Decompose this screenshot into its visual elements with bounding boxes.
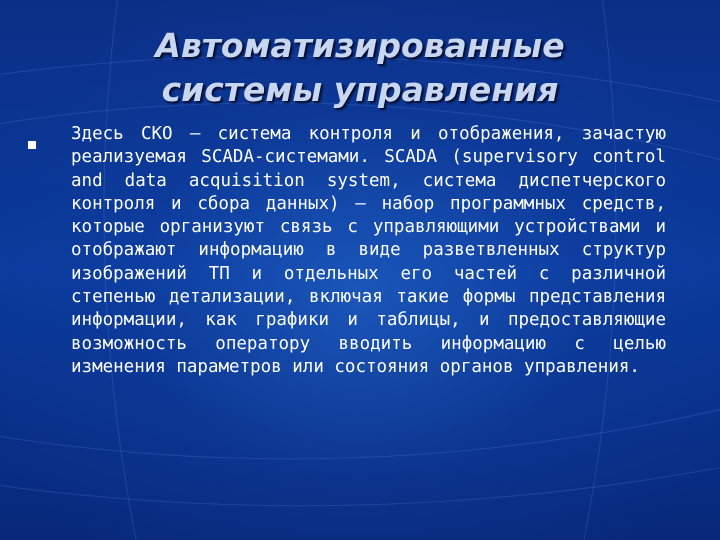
square-bullet-icon <box>28 141 36 149</box>
slide-title <box>40 24 680 112</box>
slide-title-line-1: Автоматизированные <box>155 26 565 65</box>
slide-title-line-2: системы управления <box>161 70 559 109</box>
bullet-paragraph: Здесь СКО – система контроля и отображения, зачастую реализуемая SCADA-системами. SCADA (supervisory control and data acquisition system, система диспетчерского контроля и сбора данных) – набор программных средств, которые организуют связь с управляющими устройствами и отображают информацию в виде разветвленных структур изображений ТП и отдельных его частей с различной степенью детализации, включая такие формы представления информации, как графики и таблицы, и предоставляющие возможность оператору вводить информацию с целью изменения параметров или состояния органов управления. <box>71 124 666 377</box>
